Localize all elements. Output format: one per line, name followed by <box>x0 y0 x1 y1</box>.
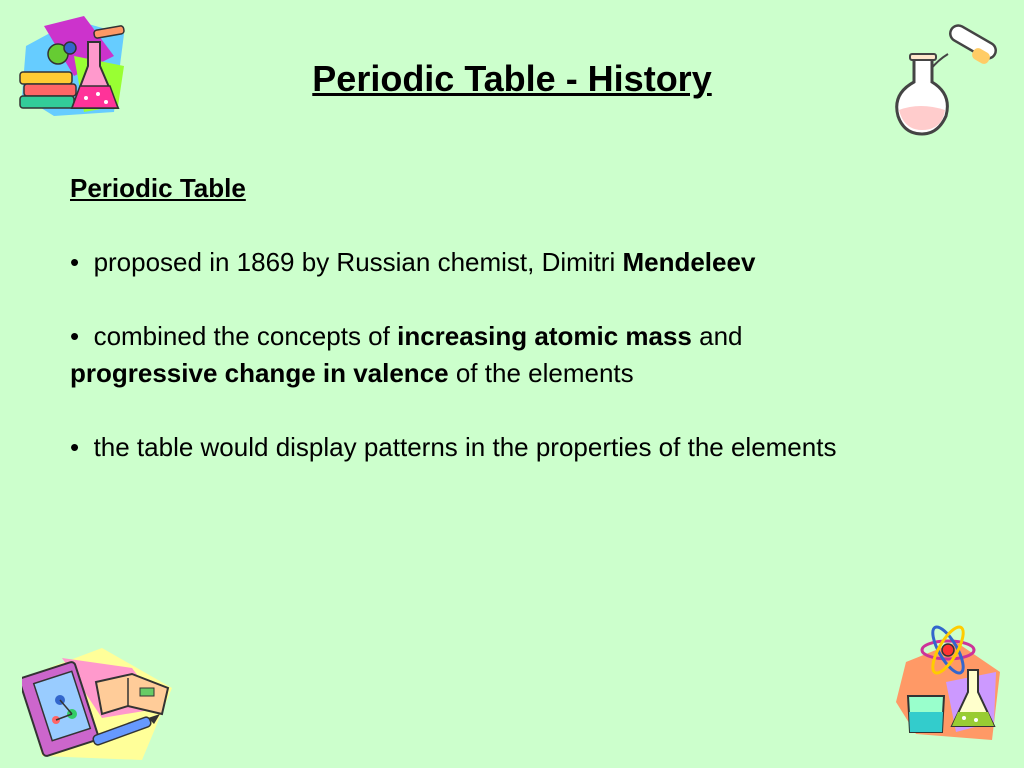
books-and-pen-clipart-icon <box>22 648 172 760</box>
bullet-glyph: • <box>70 432 80 462</box>
bullet-emphasis: increasing atomic mass <box>397 321 692 351</box>
bullet-text: of the elements <box>448 358 634 388</box>
bullet-emphasis: progressive change in valence <box>70 358 449 388</box>
section-heading: Periodic Table <box>70 173 246 203</box>
bullet-text: combined the concepts of <box>93 321 398 351</box>
bullet-item <box>70 429 890 466</box>
bullet-glyph: • <box>70 247 80 277</box>
atom-and-beakers-clipart-icon <box>896 622 1000 740</box>
slide-title: Periodic Table - History <box>312 58 712 99</box>
bullet-emphasis: Mendeleev <box>622 247 756 277</box>
bullet-item <box>70 244 890 281</box>
slide-body <box>70 170 890 503</box>
bullet-text: and <box>691 321 743 351</box>
bullet-text: the table would display patterns in the properties of the elements <box>93 432 837 462</box>
bullet-text: proposed in 1869 by Russian chemist, Dimitri <box>93 247 623 277</box>
bullet-glyph: • <box>70 321 80 351</box>
bullet-item <box>70 318 890 392</box>
